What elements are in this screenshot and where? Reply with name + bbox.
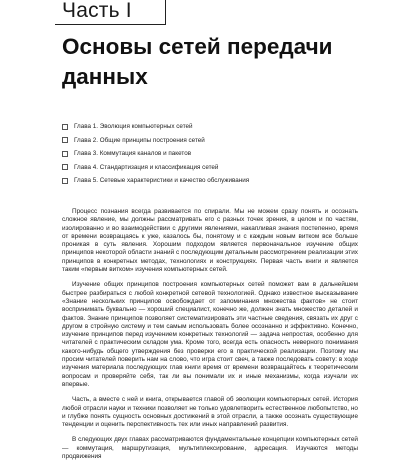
checkbox-icon	[62, 124, 68, 130]
toc-item	[62, 161, 382, 175]
toc-item-label: Глава 4. Стандартизация и классификация сетей	[74, 163, 219, 171]
chapter-title: Основы сетей передачи данных	[62, 34, 333, 89]
checkbox-icon	[62, 151, 68, 157]
toc-item	[62, 174, 382, 188]
body-text	[62, 208, 358, 468]
paragraph: Изучение общих принципов построения компьютерных сетей поможет вам в дальнейшем быстрее разбираться с любой конкретной сетевой технологией. Однако известное высказывание «Знание нескольких принципов освобождает от запоминания множества фактов» не стоит воспринимать буквально — хороший специалист, конечно же, должен знать множество деталей и фактов. Знание принципов позволяет систематизировать эти частные сведения, связать их друг с другом в стройную систему и тем самым использовать более осознанно и эффективно. Конечно, изучение принципов перед изучением конкретных технологий — задача непростая, особенно для читателей с практическим складом ума. Кроме того, всегда есть опасность неверного понимания какого-нибудь общего утверждения без проверки его в практической реализации. Поэтому мы просим читателей поверить нам на слово, что игра стоит свеч, а также последовать совету: в ходе изучения материала последующих глав книги время от времени возвращайтесь к теоретическим вопросам и проверяйте себя, так ли вы понимали их и иные механизмы, когда изучали их впервые.	[62, 281, 358, 388]
table-of-contents	[62, 120, 382, 188]
toc-item-label: Глава 1. Эволюция компьютерных сетей	[74, 123, 193, 131]
toc-item-label: Глава 2. Общие принципы построения сетей	[74, 136, 205, 144]
paragraph: Процесс познания всегда развивается по спирали. Мы не можем сразу понять и осознать сложное явление, мы должны рассматривать его с разных точек зрения, в целом и по частям, изолированно и во взаимодействии с другими явлениями, накапливая знания постепенно, время от времени возвращаясь к уже, казалось бы, понятому и с каждым новым витком все больше проникая в суть явления. Хорошим подходом является первоначальное изучение общих принципов некоторой области знаний с последующим детальным рассмотрением реализации этих принципов в конкретных методах, технологиях и конструкциях. Первая часть книги и является таким «первым витком» изучения компьютерных сетей.	[62, 208, 358, 274]
paragraph: Часть, а вместе с ней и книга, открывается главой об эволюции компьютерных сетей. История любой отрасли науки и техники позволяет не только удовлетворить естественное любопытство, но и глубже понять сущность основных достижений в этой отрасли, а также осознать существующие тенденции и оценить перспективность тех или иных направлений развития.	[62, 396, 358, 429]
toc-item	[62, 147, 382, 161]
toc-item-label: Глава 5. Сетевые характеристики и качество обслуживания	[74, 177, 250, 185]
paragraph: В следующих двух главах рассматриваются фундаментальные концепции компьютерных сетей — коммутация, маршрутизация, мультиплексирование, адресация. Изучаются методы продвижения	[62, 436, 358, 461]
checkbox-icon	[62, 137, 68, 143]
checkbox-icon	[62, 178, 68, 184]
toc-item	[62, 134, 382, 148]
part-title: Часть I	[62, 0, 132, 22]
checkbox-icon	[62, 164, 68, 170]
toc-item-label: Глава 3. Коммутация каналов и пакетов	[74, 150, 192, 158]
toc-item	[62, 120, 382, 134]
